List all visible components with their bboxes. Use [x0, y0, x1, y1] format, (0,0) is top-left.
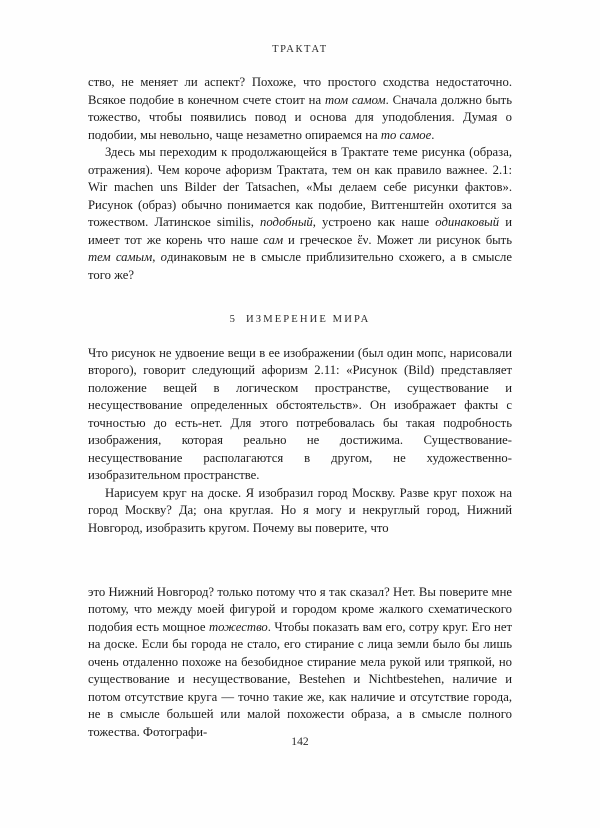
paragraph-3-latin-1: Bild: [408, 363, 431, 378]
paragraph-2-italic-3: сам: [263, 232, 284, 247]
paragraph-2-run-6: и греческое: [283, 232, 358, 247]
paragraph-2-italic-5: о: [160, 250, 168, 265]
running-head: ТРАКТАТ: [272, 44, 328, 55]
paragraph-2-run-3: ,: [250, 215, 261, 230]
paragraph-5-run-3: и: [345, 672, 369, 687]
paragraph-4-run-1: Нарисуем круг на доске. Я изобразил город Москву. Разве круг похож на город Москву? Да; она круглая. Но я могу и некруглый город, Нижний Новгород, изобразить кругом. Почему вы поверите, что: [88, 485, 512, 536]
body-block-top: [88, 74, 512, 285]
paragraph-2-run-5: и имеет тот же корень что наше: [88, 215, 513, 247]
paragraph-1-run-2: . Сначала должно быть тожество, чтобы появились повод и основа для уподобления. Думая о подобии, мы невольно, чаще незаметно опираемся на: [88, 92, 512, 142]
paragraph-2-run-2: , «Мы делаем себе рисунки фактов». Рисунок (образ) обычно понимается как подобие, Витгенштейн охотится за тожеством. Латинское: [88, 180, 512, 230]
paragraph-2-italic-4: тем самым: [88, 250, 153, 265]
paragraph-1: [88, 74, 512, 144]
body-block-bottom: [88, 584, 512, 742]
paragraph-5: [88, 584, 512, 742]
paragraph-4: [88, 485, 512, 538]
paragraph-2-run-1: Здесь мы переходим к продолжающейся в Трактате теме рисунка (образа, отражения). Чем короче афоризм Трактата, тем он как правило важнее. 2.1:: [88, 145, 512, 177]
paragraph-2-run-7: . Может ли рисунок быть: [368, 232, 512, 247]
paragraph-2-latin-1: Wir machen uns Bilder der Tatsachen: [88, 180, 297, 195]
paragraph-2-run-9: динаковым не в смысле приблизительно схожего, а в смысле того же?: [88, 250, 513, 283]
section-number: 5: [229, 313, 238, 325]
paragraph-5-italic-1: тожество: [208, 619, 268, 634]
paragraph-2-italic-2: одинаковый: [435, 215, 500, 230]
paragraph-5-run-4: , наличие и потом отсутствие круга — точно такие же, как наличие и отсутствие города, не в смысле большей или малой похожести образа, а в смысле полного тожества. Фотографи-: [88, 672, 512, 739]
column-break-gap: [88, 538, 512, 584]
page-content: [88, 0, 512, 742]
section-heading: [88, 314, 512, 325]
paragraph-2-run-8: ,: [152, 250, 161, 265]
paragraph-3-run-2: ) представляет положение вещей в логическом пространстве, существование и несуществование определенных обстоятельств». Он изображает факты с точностью до есть-нет. Для этого потребовалась бы такая подробность изображения, которая реально не достижима. Существование-несуществование располагаются в другом, не художественно-изобразительном пространстве.: [88, 363, 513, 483]
paragraph-2-italic-1: подобный: [260, 215, 313, 230]
paragraph-5-run-2: . Чтобы показать вам его, сотру круг. Его нет на доске. Если бы города не стало, его стирание с лица земли было бы лишь очень отдаленно похоже на безобидное стирание мела рукой или тряпкой, но существование и несуществование,: [88, 619, 512, 687]
section-heading-wrap: [88, 314, 512, 325]
paragraph-2-latin-2: similis: [216, 215, 251, 230]
paragraph-3-run-1: Что рисунок не удвоение вещи в ее изображении (был один мопс, нарисовали второго), говорит следующий афоризм 2.11: «Рисунок (: [88, 345, 512, 378]
paragraph-5-latin-2: Nichtbestehen: [368, 672, 442, 687]
paragraph-2-greek-1: ἕν: [357, 232, 369, 247]
paragraph-2: [88, 144, 512, 284]
paragraph-1-italic-2: то самое: [380, 127, 432, 142]
paragraph-3: [88, 345, 512, 485]
section-title: ИЗМЕРЕНИЕ МИРА: [246, 313, 371, 325]
paragraph-2-run-4: , устроено как наше: [312, 215, 436, 230]
paragraph-5-latin-1: Bestehen: [298, 672, 346, 687]
paragraph-5-run-1: это Нижний Новгород? только потому что я так сказал? Нет. Вы поверите мне потому, что между моей фигурой и городом кроме жалкого схематического подобия есть мощное: [88, 584, 512, 634]
paragraph-1-run-3: .: [431, 127, 435, 142]
page-number: 142: [291, 735, 309, 748]
paragraph-1-italic-1: том самом: [324, 92, 386, 107]
paragraph-1-run-1: ство, не меняет ли аспект? Похоже, что простого сходства недостаточно. Всякое подобие в конечном счете стоит на: [88, 75, 512, 107]
body-block-middle: [88, 345, 512, 538]
